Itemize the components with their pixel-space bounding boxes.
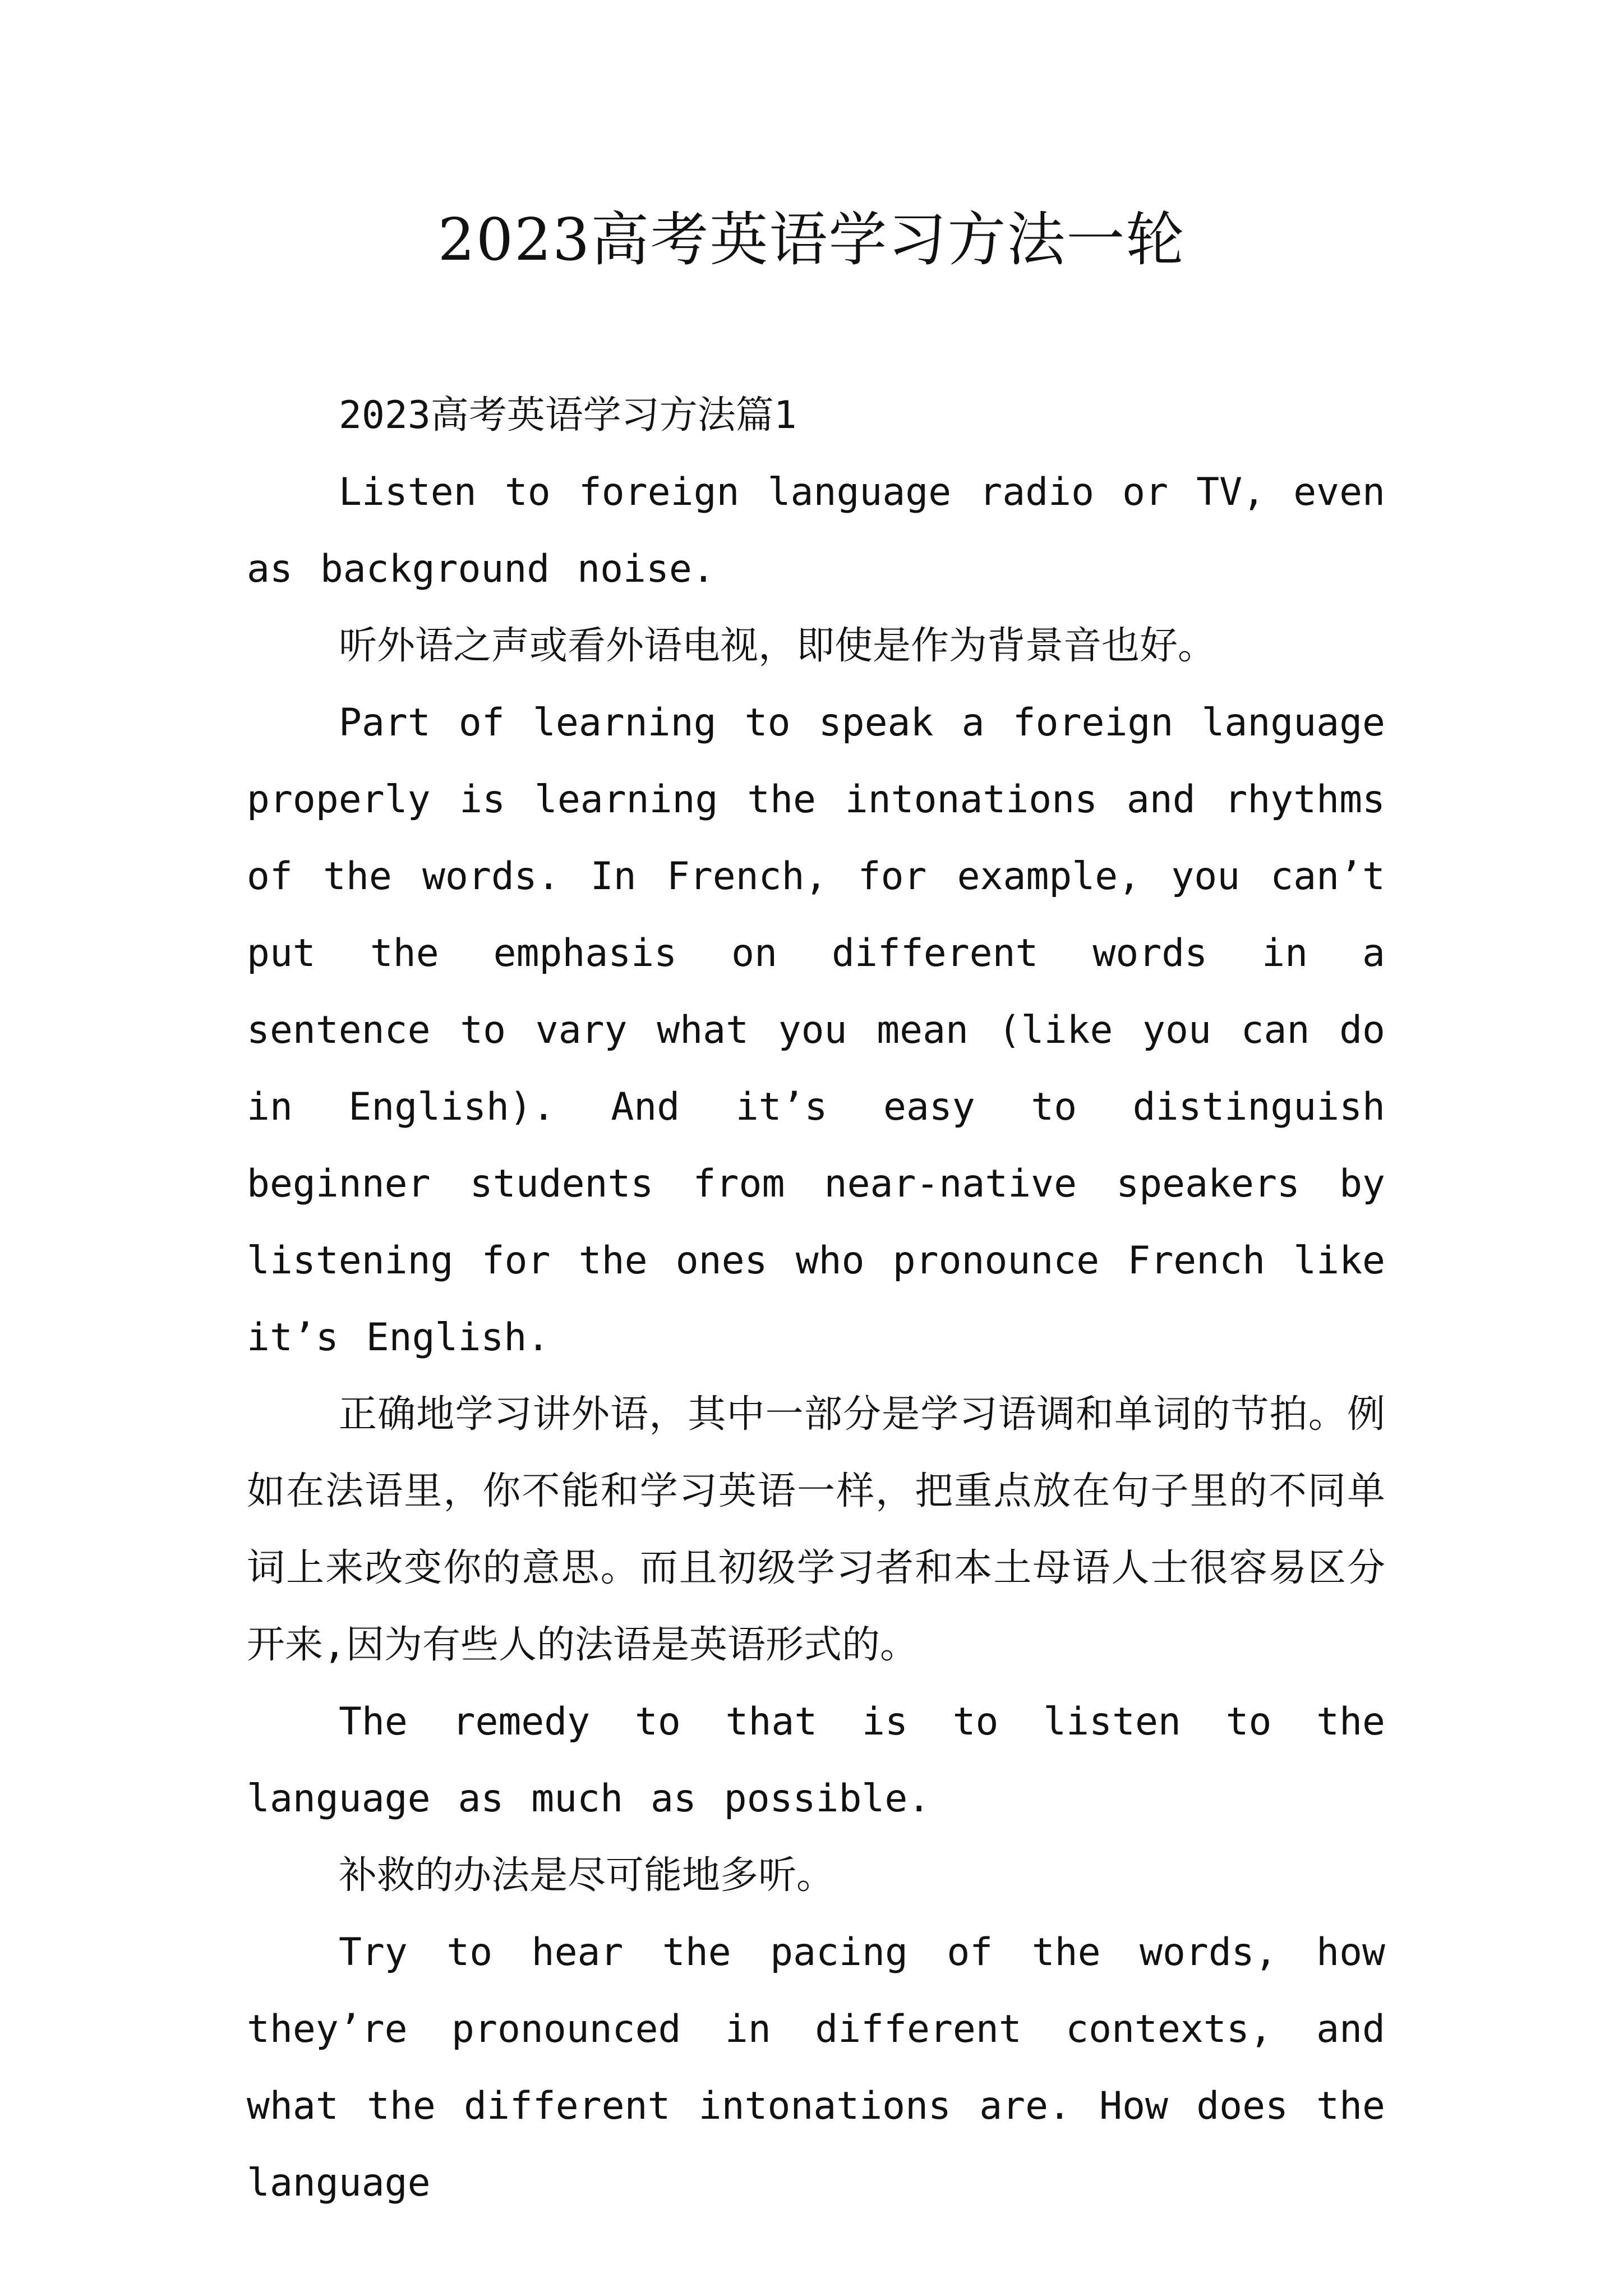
paragraph-listen-radio-zh: 听外语之声或看外语电视，即使是作为背景音也好。 xyxy=(339,624,1216,668)
section-heading: 2023高考英语学习方法篇1 xyxy=(339,393,797,438)
paragraph-intonation-zh: 正确地学习讲外语，其中一部分是学习语调和单词的节拍。例如在法语里，你不能和学习英语一样，把重点放在句子里的不同单词上来改变你的意思。而且初级学习者和本土母语人士很容易区分开来,因为有些人的法语是英语形式的。 xyxy=(247,1392,1385,1667)
paragraph-intonation-en: Part of learning to speak a foreign language properly is learning the intonations and rhythms of the words. In French, for example, you can’t put the emphasis on different words in a sentence to vary what you mean (like you can do in English). And it’s easy to distinguish beginner students from near-native speakers by listening for the ones who pronounce French like it’s English. xyxy=(247,701,1385,1360)
document-title: 2023高考英语学习方法一轮 xyxy=(437,205,1186,274)
document-body xyxy=(247,377,1385,2221)
paragraph-pacing-en: Try to hear the pacing of the words, how they’re pronounced in different contexts, and what the different intonations are. How does the language xyxy=(247,1930,1385,2205)
paragraph-remedy-zh: 补救的办法是尽可能地多听。 xyxy=(339,1853,835,1898)
paragraph-remedy-en: The remedy to that is to listen to the language as much as possible. xyxy=(247,1700,1385,1821)
paragraph-listen-radio-en: Listen to foreign language radio or TV, even as background noise. xyxy=(247,470,1385,591)
